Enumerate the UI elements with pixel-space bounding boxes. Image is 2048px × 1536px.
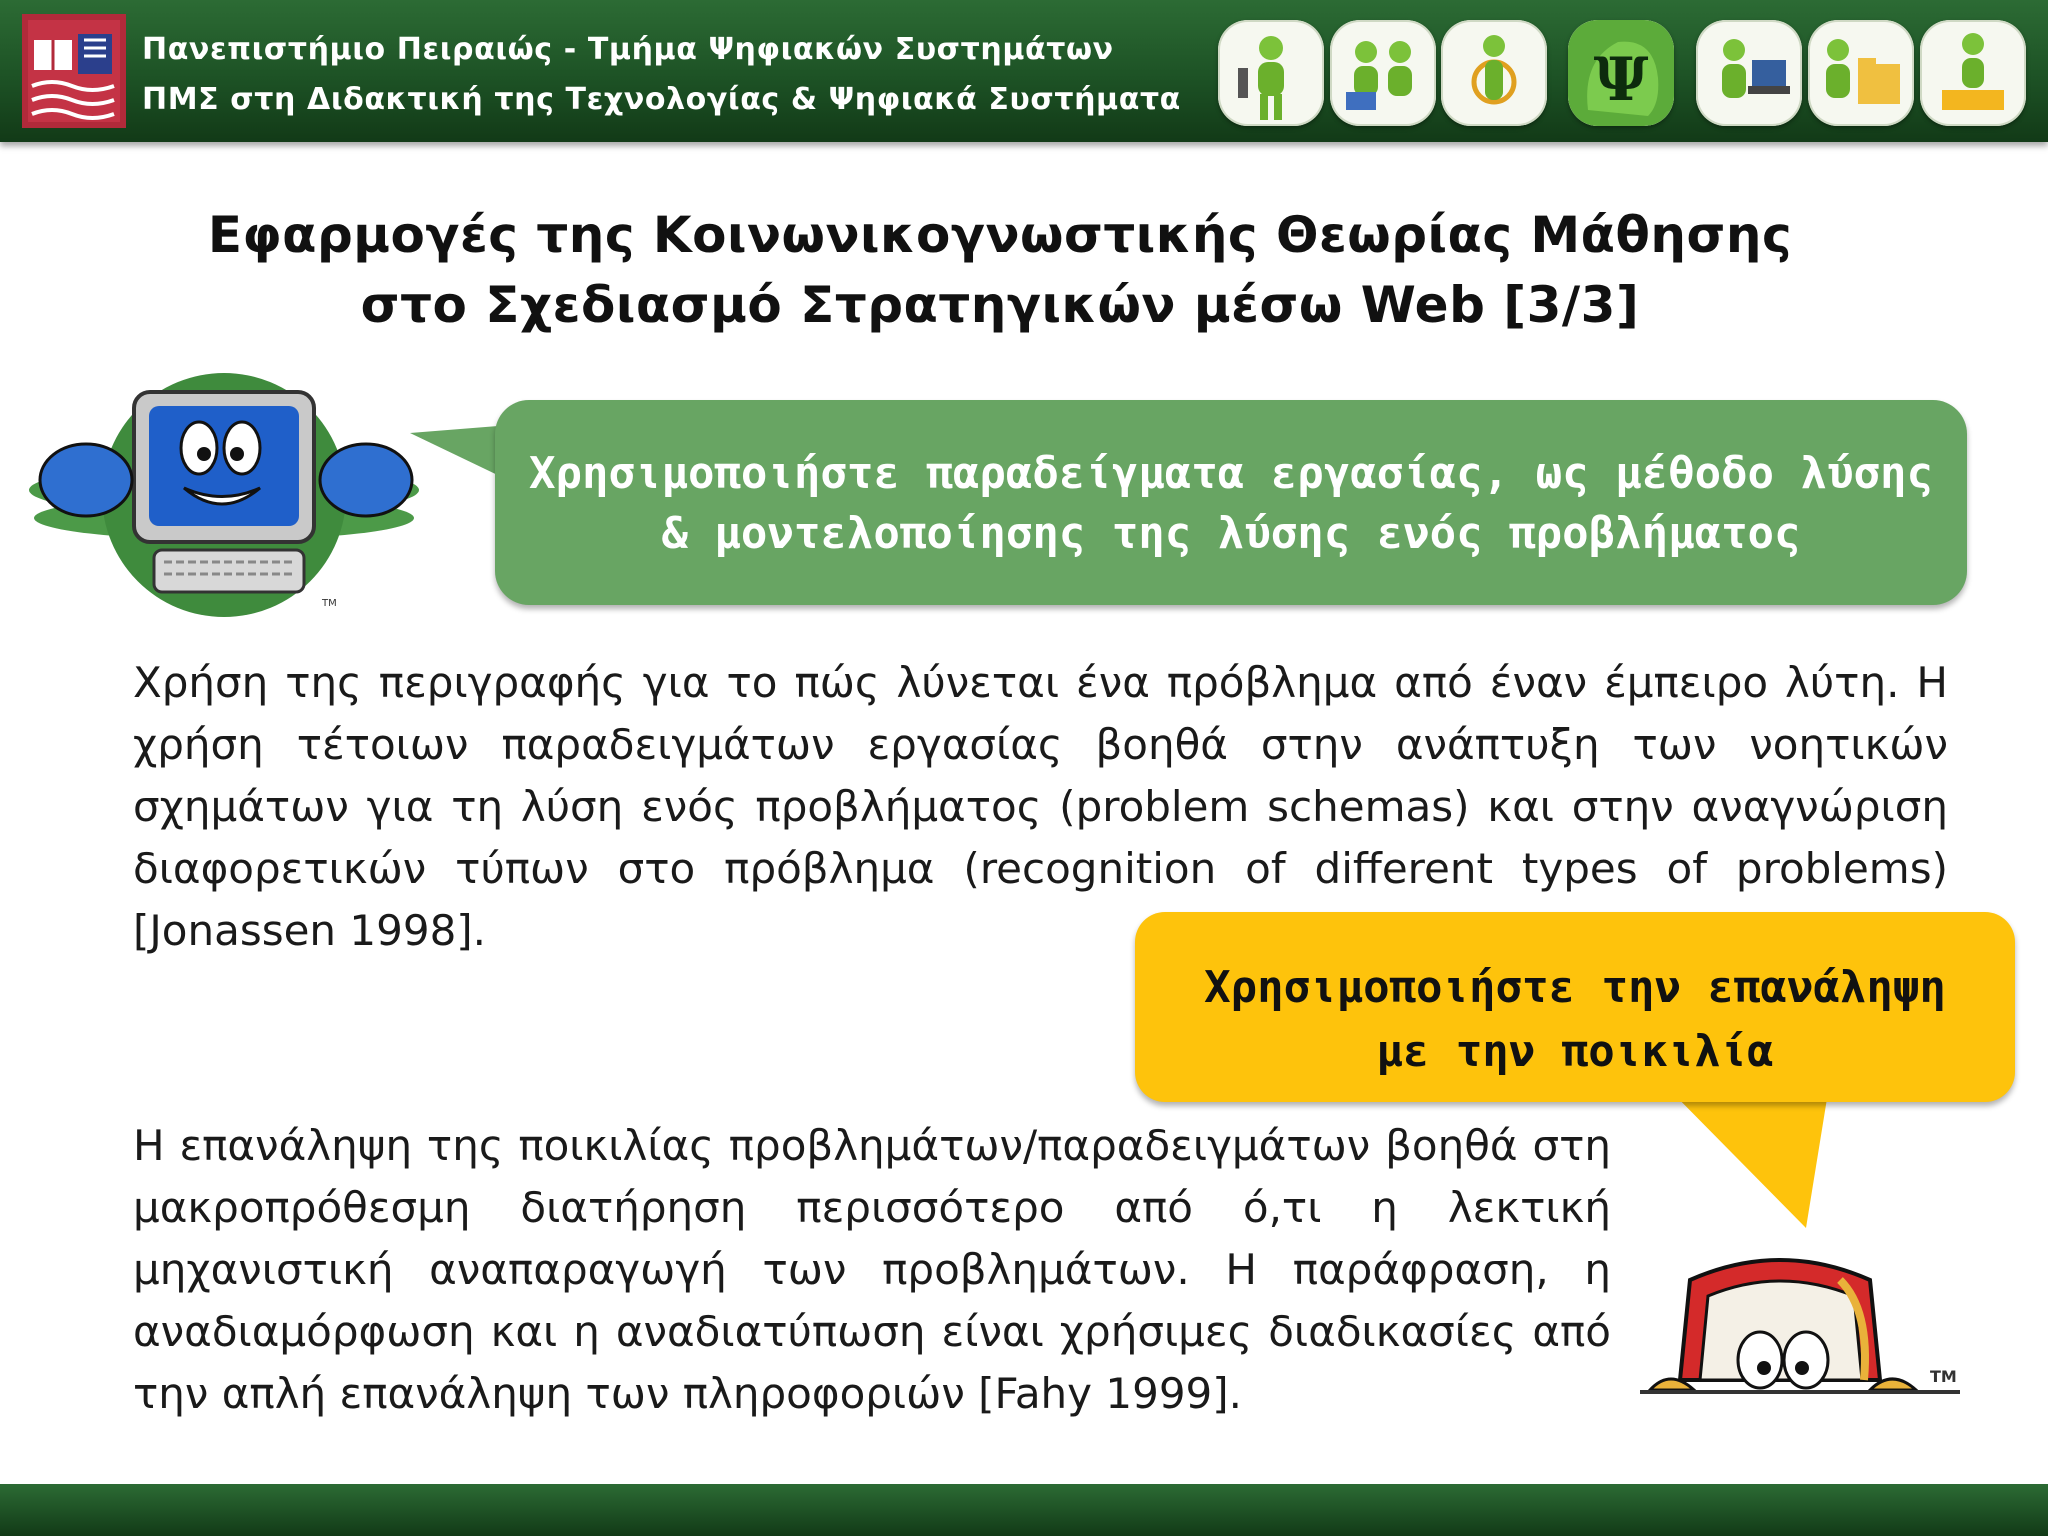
green-callout-line1: Χρησιμοποιήστε παραδείγματα εργασίας, ως μέθοδο λύσης bbox=[529, 448, 1933, 499]
university-logo-icon bbox=[22, 14, 126, 128]
psi-head-icon bbox=[1568, 20, 1674, 126]
figure-puzzle-icon bbox=[1920, 20, 2026, 126]
yellow-callout-line2: με την ποικιλία bbox=[1376, 1026, 1774, 1077]
yellow-callout-line1: Χρησιμοποιήστε την επανάληψη bbox=[1204, 962, 1946, 1013]
yellow-bubble-tail bbox=[1660, 1080, 1860, 1230]
header-program-name: ΠΜΣ στη Διδακτική της Τεχνολογίας & Ψηφιακά Συστήματα bbox=[142, 82, 1181, 117]
book-mascot-icon bbox=[1640, 1240, 1980, 1420]
figure-globe-icon bbox=[1441, 20, 1547, 126]
footer-bar bbox=[0, 1484, 2048, 1536]
slide-title bbox=[100, 200, 1900, 340]
figure-laptop-icon bbox=[1696, 20, 1802, 126]
green-callout-text bbox=[495, 444, 1967, 564]
figures-talking-icon bbox=[1330, 20, 1436, 126]
body-paragraph-2: Η επανάληψη της ποικιλίας προβλημάτων/παραδειγμάτων βοηθά στη μακροπρόθεσμη διατήρηση περισσότερο από ό,τι η λεκτική μηχανιστική αναπαραγωγή των προβλημάτων. Η παράφραση, η αναδιαμόρφωση και η αναδιατύπωση είναι χρήσιμες διαδικασίες από την απλή επανάληψη των πληροφοριών [Fahy 1999]. bbox=[133, 1121, 1611, 1418]
header-university-name: Πανεπιστήμιο Πειραιώς - Τμήμα Ψηφιακών Συστημάτων bbox=[142, 32, 1114, 67]
psi-symbol: Ψ bbox=[1593, 45, 1649, 115]
body-paragraph-1: Χρήση της περιγραφής για το πώς λύνεται ένα πρόβλημα από έναν έμπειρο λύτη. Η χρήση τέτοιων παραδειγμάτων εργασίας βοηθά στην ανάπτυξη των νοητικών σχημάτων για τη λύση ενός προβλήματος (problem schemas) και στην αναγνώριση διαφορετικών τύπων στο πρόβλημα (recognition of different types of problems) [Jonassen 1998]. bbox=[133, 658, 1948, 955]
yellow-callout-text bbox=[1135, 956, 2015, 1084]
figure-headset-icon bbox=[1218, 20, 1324, 126]
green-callout-bubble bbox=[495, 400, 1967, 605]
book-mascot-tm: TM bbox=[1930, 1367, 1957, 1386]
slide-title-line1: Εφαρμογές της Κοινωνικογνωστικής Θεωρίας Μάθησης bbox=[207, 206, 1793, 264]
header-bar bbox=[0, 0, 2048, 142]
computer-mascot-icon bbox=[14, 370, 434, 620]
figure-folder-icon bbox=[1808, 20, 1914, 126]
computer-mascot-tm: TM bbox=[322, 598, 337, 609]
slide-title-line2: στο Σχεδιασμό Στρατηγικών μέσω Web [3/3] bbox=[360, 276, 1640, 334]
green-callout-line2: & μοντελοποίησης της λύσης ενός προβλήματος bbox=[661, 508, 1801, 559]
yellow-callout-bubble bbox=[1135, 912, 2015, 1102]
